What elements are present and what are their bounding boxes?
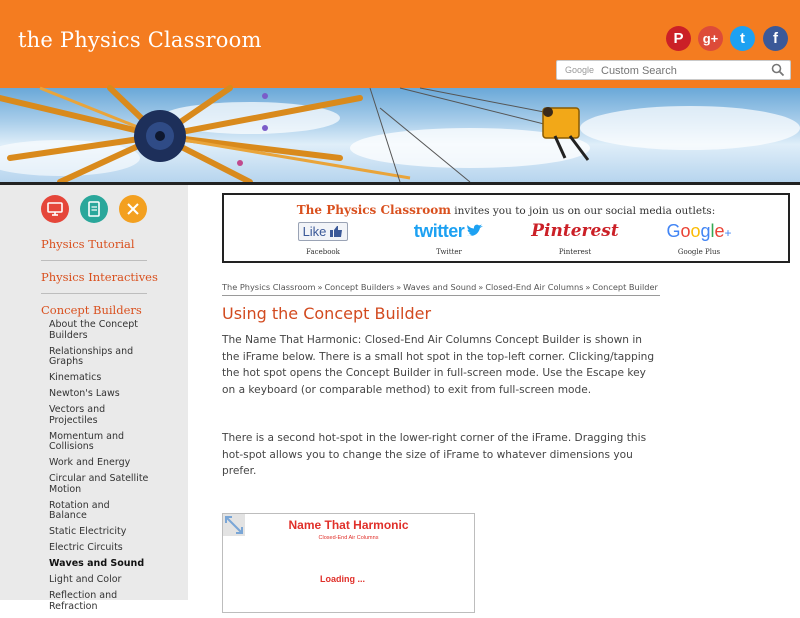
site-title[interactable]: the Physics Classroom <box>18 28 262 52</box>
breadcrumb-link[interactable]: The Physics Classroom <box>222 282 316 292</box>
breadcrumb: The Physics Classroom » Concept Builders » Waves and Sound » Closed-End Air Columns » Concept Builder <box>222 282 660 296</box>
sidebar-divider <box>41 260 147 261</box>
twitter-link[interactable] <box>394 219 504 259</box>
sidebar <box>0 185 188 612</box>
notebook-icon[interactable] <box>80 195 108 223</box>
google-plus-icon[interactable]: g+ <box>698 26 723 51</box>
concept-builder-list <box>49 320 149 618</box>
page-title: Using the Concept Builder <box>222 304 432 323</box>
breadcrumb-link[interactable]: Concept Builders <box>324 282 395 292</box>
social-invite-text <box>224 203 788 217</box>
sidebar-item[interactable]: Static Electricity <box>49 526 127 537</box>
sidebar-item[interactable]: Momentum and Collisions <box>49 430 125 452</box>
search-box[interactable] <box>556 60 791 80</box>
tools-icon[interactable] <box>119 195 147 223</box>
sidebar-item[interactable]: About the Concept Builders <box>49 319 139 341</box>
sidebar-item[interactable]: Light and Color <box>49 574 122 585</box>
sidebar-item[interactable]: Reflection and Refraction <box>49 590 118 612</box>
swing-ride-illustration <box>0 88 800 182</box>
sidebar-item[interactable]: Relationships and Graphs <box>49 345 134 367</box>
site-header <box>0 0 800 88</box>
breadcrumb-link[interactable]: Waves and Sound <box>403 282 477 292</box>
search-brand-label: Google <box>565 65 595 75</box>
search-input[interactable] <box>601 62 769 79</box>
social-caption: Facebook <box>306 248 340 256</box>
twitter-logo: twitter <box>413 220 465 241</box>
sidebar-item[interactable]: Vectors and Projectiles <box>49 404 106 426</box>
iframe-title: Name That Harmonic <box>288 518 409 532</box>
breadcrumb-current: Concept Builder <box>592 282 658 292</box>
social-invite-brand: The Physics Classroom <box>296 203 451 217</box>
sidebar-item[interactable]: Electric Circuits <box>49 542 123 553</box>
facebook-like-link[interactable] <box>268 219 378 259</box>
facebook-like-button[interactable]: Like <box>298 222 349 241</box>
social-invite-message: invites you to join us on our social media outlets: <box>454 205 716 217</box>
google-plus-link[interactable] <box>644 219 754 259</box>
monitor-icon[interactable] <box>41 195 69 223</box>
thumbs-up-icon <box>329 225 343 238</box>
sidebar-item[interactable]: Rotation and Balance <box>49 499 110 521</box>
social-caption: Twitter <box>436 248 462 256</box>
sidebar-link-concept-builders[interactable]: Concept Builders <box>41 303 142 317</box>
twitter-bird-icon <box>466 224 484 238</box>
breadcrumb-link[interactable]: Closed-End Air Columns <box>485 282 584 292</box>
pinterest-icon[interactable]: P <box>666 26 691 51</box>
iframe-loading-text: Loading ... <box>320 574 365 584</box>
pinterest-link[interactable] <box>520 219 630 259</box>
banner-image <box>0 88 800 182</box>
sidebar-item-active[interactable]: Waves and Sound <box>49 558 145 569</box>
resize-paragraph: There is a second hot-spot in the lower-right corner of the iFrame. Dragging this hot-spot allows you to change the size of iFrame to whatever dimensions you prefer. <box>222 432 647 477</box>
facebook-icon[interactable]: f <box>763 26 788 51</box>
social-caption: Google Plus <box>677 248 721 256</box>
sidebar-item[interactable]: Kinematics <box>49 372 102 383</box>
sidebar-link-physics-tutorial[interactable]: Physics Tutorial <box>41 237 135 251</box>
twitter-icon[interactable]: t <box>730 26 755 51</box>
concept-builder-iframe[interactable] <box>222 513 475 613</box>
iframe-subtitle: Closed-End Air Columns <box>318 535 379 541</box>
social-media-banner <box>222 193 790 263</box>
sidebar-item[interactable]: Work and Energy <box>49 457 131 468</box>
search-icon[interactable] <box>771 63 785 77</box>
sidebar-link-physics-interactives[interactable]: Physics Interactives <box>41 270 158 284</box>
intro-paragraph: The Name That Harmonic: Closed-End Air Columns Concept Builder is shown in the iFrame below. There is a small hot spot in the top-left corner. Clicking/tapping the hot spot opens the Concept Builder in full-screen mode. Use the Escape key on a keyboard (or comparable method) to exit from full-screen mode. <box>222 334 655 396</box>
sidebar-divider <box>41 293 147 294</box>
sidebar-item[interactable]: Newton's Laws <box>49 388 120 399</box>
pinterest-logo: Pinterest <box>531 221 619 241</box>
google-plus-logo: Google+ <box>666 220 732 241</box>
sidebar-item[interactable]: Circular and Satellite Motion <box>49 473 149 495</box>
social-caption: Pinterest <box>558 248 592 256</box>
